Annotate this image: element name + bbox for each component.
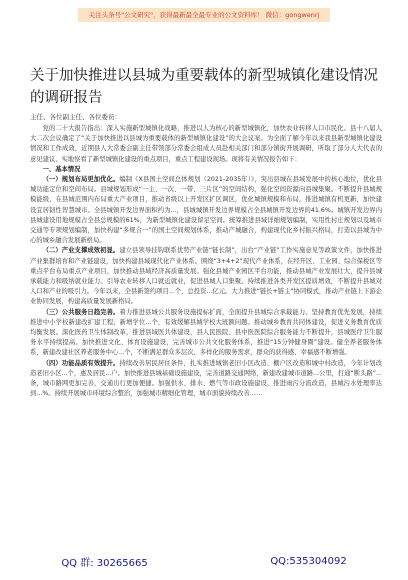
salutation: 主任、各位副主任、各位委员：: [30, 113, 121, 121]
paragraph: 党的二十大报告指出：深入实施新型城镇化战略，推进以人为核心的新型城镇化，加快农业转移人口市民化。县十八届人大二次会议确定了“关于加快推进以县城为重要载体的新型城镇化建设”的大会议案。为全面了解今年以来我县新型城镇化建设情况和工作成效，近期县人大常委会副主任带领部分常委会组成人员赴相关部门和部分镇街开展调研，听取了部分人大代表的意见建议，实地察看了新型城镇化建设的重点项目，重点工程建设现场。现将有关情况报告如下：: [30, 125, 382, 163]
subsection-heading: （二）产业支撑成效初显。: [42, 247, 120, 255]
paragraph-text: 建立县领导挂钩联系优势产业链“链长制”，出台“产业链”工作实施意见等政策文件，加快推进产业集群培育和产业链建设，加快构建县域现代化产业体系。围绕“3+4+2”现代产业体系，在经开区、工业园、综合保税区等重点平台布局重点产业项目，加快推动县域经济高质量发展。强化县城产业园区平台功能，推动县城产业发展壮大，提升县城承载能力和吸纳就业能力。引导农业转移人口就近就业，促进县城人口集聚。持续推进各类开发区提质增效，不断提升县城对人口和产业的吸引力。今年以来，全县新签约项目...个，总投资...亿元。大力推进“链长+链主”协同模式，推动产业链上下游企业协同发展，构建高质量发展新格局。: [30, 247, 382, 306]
subsection-heading: （四）功能品质有效提升。: [42, 359, 120, 367]
footer: [0, 548, 408, 574]
section-heading: 一、基本情况: [42, 165, 81, 173]
subsection-paragraph: [30, 246, 382, 307]
paragraph-text: 编制《X县国土空间总体规划（2021-2035年）》，突出县城在县域发展中的核心地位，优化县城功能定位和空间布局。县城规划形成“一主、一次、一带、三片区”的空间结构，强化空间资源向县城集聚。不断提升县城规模能级，在县城范围内布局重大产业项目，推动省级以上开发区扩区调区，优化城镇规模和布局，推进城镇有机更新，加快建设宜居韧性智慧城市。全县城镇开发边界面积约为...，县城城镇开发边界规模占全县城镇开发边界的41.6%。城镇开发边界内县城建设用地规模占全县总规模的61%，为新型城镇化建设留足空间。统筹推进县域详细规划编制，实用性村庄规划以及城市交通等专项规划编制，加快构建“多规合一”的国土空间规划体系，推动产城融合，构建现代化乡村振兴格局，打造以县城为中心的城乡融合发展新格局。: [30, 176, 382, 245]
document-body: [30, 124, 382, 544]
top-banner: 关注头条号"公文研究"，获得最新最全最专业的公文资料库！ 微信：gongwenrj: [78, 8, 330, 22]
subsection-paragraph: [30, 359, 382, 400]
qq-contact-label: QQ:535304092: [270, 555, 347, 567]
subsection-paragraph: [30, 308, 382, 359]
subsection-paragraph: [30, 175, 382, 246]
subsection-heading: （三）公共服务日趋完善。: [42, 308, 120, 316]
paragraph-text: 持续改善居民居住条件，扎实推进城镇老旧小区改造、棚户区改造和城中村改造，今年计划改造老旧小区...个，惠及居民...户。加快推进县城基础设施建设，完善道路交通网络，新建改建城市道路...公里，打通“断头路”...条，城市路网更加完善，交通出行更加便捷。加强供水、排水、燃气等市政设施建设，推进雨污分流改造，县城污水处理率达到...%。持续开展城市环境综合整治，加强城市精细化管理，城市面貌持续改善……: [30, 359, 382, 398]
qq-group-label: QQ 群: 30265665: [61, 557, 148, 569]
document-title: 关于加快推进以县城为重要载体的新型城镇化建设情况的调研报告: [30, 68, 378, 106]
subsection-heading: （一）规划布局更加优化。: [42, 176, 120, 184]
paragraph-text: 着力推进县城公共服务设施提标扩面，全面提升县城综合承载能力。坚持教育优先发展，持续推进中小学校新建改扩建工程，新增学位...个，有效缓解县城学校大班额问题。推动城乡教育共同体建设，促进义务教育优质均衡发展。深化医药卫生体制改革，推进县域医共体建设，县人民医院、县中医医院综合服务能力不断提升，县城医疗卫生服务水平持续提高。加快推进文化、体育设施建设，完善城市公共文化服务体系，推进“15分钟健身圈”建设。健全养老服务体系，新建改建社区养老服务中心...个，不断满足群众多层次、多样化的服务需求，群众的获得感、幸福感不断增强。: [30, 308, 382, 357]
